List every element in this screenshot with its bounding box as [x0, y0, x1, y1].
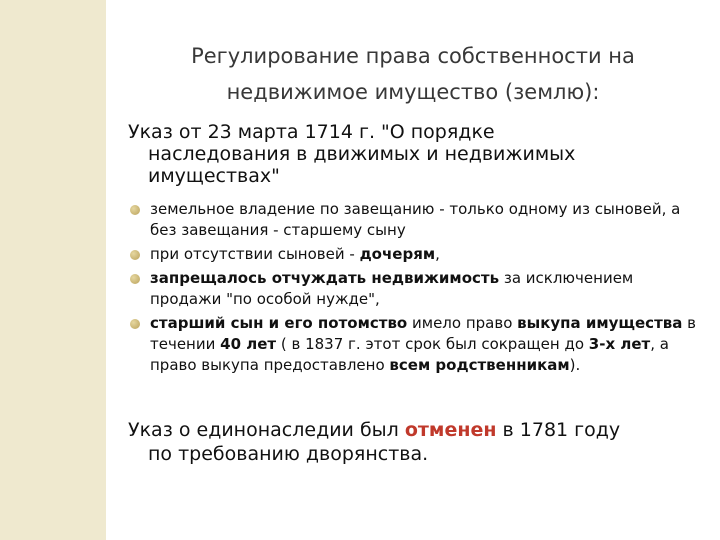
bullet-bold: запрещалось отчуждать недвижимость	[150, 269, 500, 287]
decree-1781-line-1	[128, 418, 706, 442]
bullet-dot-icon	[130, 319, 140, 329]
bullet-bold: дочерям	[359, 245, 436, 263]
decorative-sidebar	[0, 0, 106, 540]
bullet-dot-icon	[130, 250, 140, 260]
bullet-bold: выкупа имущества	[517, 314, 683, 332]
bullet-text: ( в 1837 г. этот срок был сокращен до	[276, 335, 589, 353]
slide-title	[106, 38, 720, 110]
bullet-bold: 40 лет	[220, 335, 277, 353]
list-item	[130, 199, 702, 241]
bullet-text: имело право	[407, 314, 518, 332]
decree-1781-line-2: по требованию дворянства.	[148, 443, 429, 465]
bullet-text: за исключением продажи "по особой нужде",	[150, 269, 634, 308]
decree-1781	[128, 418, 706, 466]
bullet-bold: 3-х лет	[588, 335, 651, 353]
decree-1714-line-3: имуществах"	[148, 165, 280, 187]
decree-1714	[128, 121, 706, 187]
bullet-text: ).	[569, 356, 581, 374]
list-item	[130, 244, 702, 265]
decree-1714-line-1: Указ от 23 марта 1714 г. "О порядке	[128, 121, 495, 143]
bullet-text: ,	[435, 245, 440, 263]
bullet-text: , а право выкупа предоставлено	[150, 335, 669, 374]
list-item	[130, 268, 702, 310]
decree-1781-text: Указ о единонаследии был	[128, 419, 405, 441]
bullet-text: земельное владение по завещанию - только одному из сыновей, а без завещания - старшему сыну	[150, 200, 681, 239]
title-line-1: Регулирование права собственности на	[191, 44, 635, 68]
bullet-dot-icon	[130, 274, 140, 284]
bullet-text: при отсутствии сыновей -	[150, 245, 360, 263]
slide	[106, 0, 720, 540]
title-line-2: недвижимое имущество (землю):	[226, 80, 600, 104]
bullet-list	[130, 199, 702, 379]
bullet-bold: всем родственникам	[389, 356, 570, 374]
bullet-bold: старший сын и его потомство	[150, 314, 408, 332]
decree-1781-highlight: отменен	[404, 419, 497, 441]
bullet-text: в течении	[150, 314, 696, 353]
decree-1714-line-2: наследования в движимых и недвижимых	[148, 143, 576, 165]
decree-1781-text: в 1781 году	[496, 419, 621, 441]
list-item	[130, 313, 702, 376]
bullet-dot-icon	[130, 205, 140, 215]
